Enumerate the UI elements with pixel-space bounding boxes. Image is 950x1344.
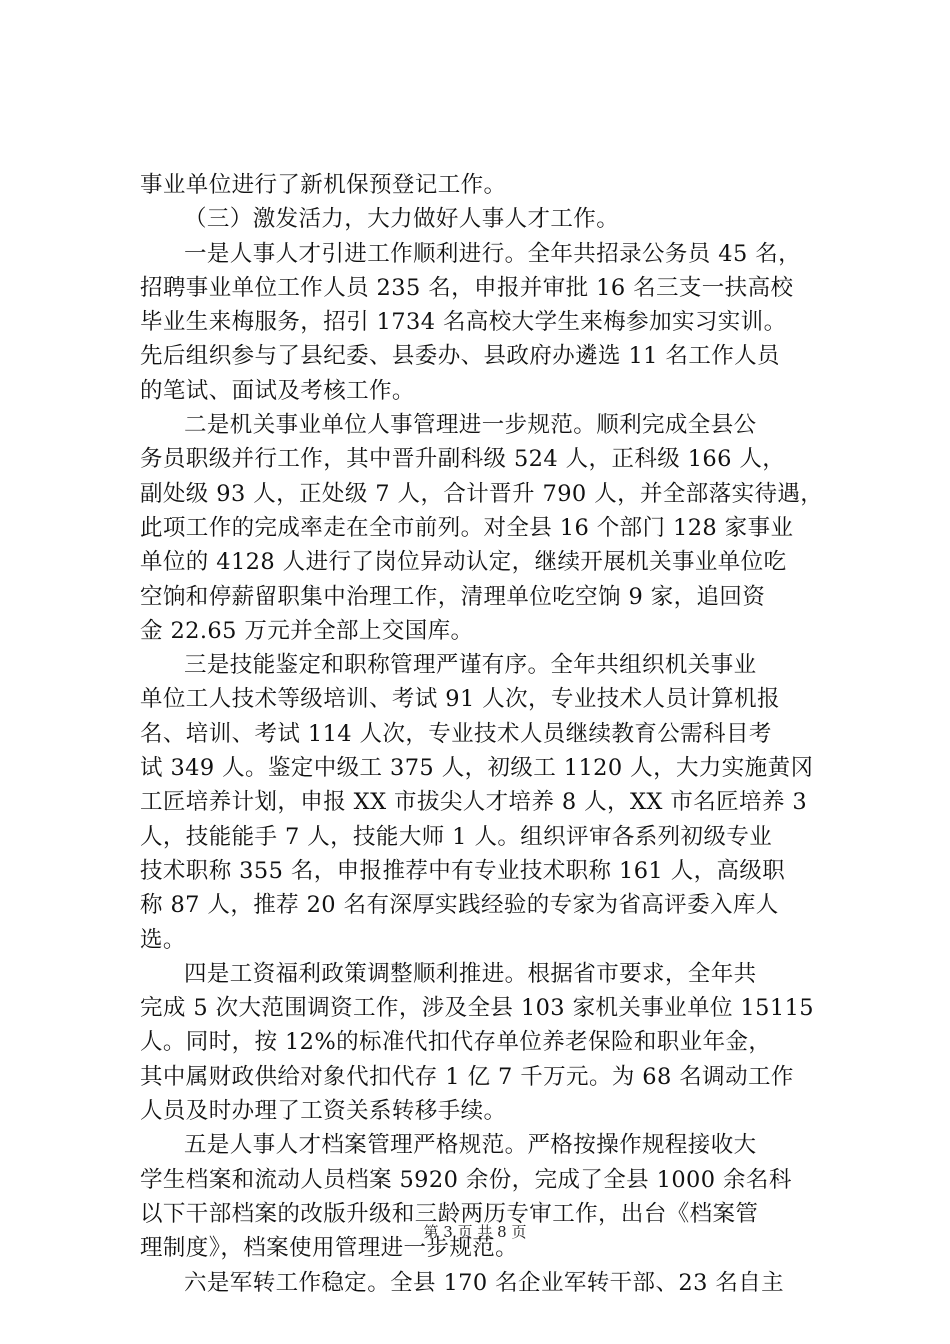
body-line: 选。 xyxy=(140,926,186,953)
body-line: （三）激发活力，大力做好人事人才工作。 xyxy=(184,206,620,233)
body-line: 理制度》，档案使用管理进一步规范。 xyxy=(140,1235,519,1262)
body-line: 四是工资福利政策调整顺利推进。根据省市要求，全年共 xyxy=(184,960,757,987)
body-line: 其中属财政供给对象代扣代存 1 亿 7 千万元。为 68 名调动工作 xyxy=(140,1063,794,1090)
body-line: 称 87 人，推荐 20 名有深厚实践经验的专家为省高评委入库人 xyxy=(140,892,779,919)
page-footer: 第 3 页 共 8 页 xyxy=(423,1223,527,1241)
body-line: 技术职称 355 名，申报推荐中有专业技术职称 161 人，高级职 xyxy=(140,857,786,884)
body-line: 招聘事业单位工作人员 235 名，申报并审批 16 名三支一扶高校 xyxy=(140,274,794,301)
body-line: 试 349 人。鉴定中级工 375 人，初级工 1120 人，大力实施黄冈 xyxy=(140,755,814,782)
body-line: 工匠培养计划，申报 XX 市拔尖人才培养 8 人，XX 市名匠培养 3 xyxy=(140,789,808,816)
body-line: 此项工作的完成率走在全市前列。对全县 16 个部门 128 家事业 xyxy=(140,514,794,541)
body-line: 一是人事人才引进工作顺利进行。全年共招录公务员 45 名， xyxy=(184,240,802,267)
body-line: 六是军转工作稳定。全县 170 名企业军转干部、23 名自主 xyxy=(184,1269,785,1296)
body-line: 人员及时办理了工资关系转移手续。 xyxy=(140,1098,507,1125)
body-line: 五是人事人才档案管理严格规范。严格按操作规程接收大 xyxy=(184,1132,757,1159)
body-line: 金 22.65 万元并全部上交国库。 xyxy=(140,617,474,644)
body-line: 完成 5 次大范围调资工作，涉及全县 103 家机关事业单位 15115 xyxy=(140,995,814,1022)
document-body xyxy=(140,168,840,1300)
body-line: 名、培训、考试 114 人次，专业技术人员继续教育公需科目考 xyxy=(140,720,772,747)
body-line: 务员职级并行工作，其中晋升副科级 524 人，正科级 166 人， xyxy=(140,446,786,473)
body-line: 单位工人技术等级培训、考试 91 人次，专业技术人员计算机报 xyxy=(140,686,780,713)
body-line: 三是技能鉴定和职称管理严谨有序。全年共组织机关事业 xyxy=(184,652,757,679)
body-line: 人。同时，按 12%的标准代扣代存单位养老保险和职业年金， xyxy=(140,1029,772,1056)
body-line: 空饷和停薪留职集中治理工作，清理单位吃空饷 9 家，追回资 xyxy=(140,583,766,610)
body-line: 以下干部档案的改版升级和三龄两历专审工作，出台《档案管 xyxy=(140,1200,759,1227)
body-line: 二是机关事业单位人事管理进一步规范。顺利完成全县公 xyxy=(184,412,757,439)
body-line: 人，技能能手 7 人，技能大师 1 人。组织评审各系列初级专业 xyxy=(140,823,773,850)
body-line: 单位的 4128 人进行了岗位异动认定，继续开展机关事业单位吃 xyxy=(140,549,787,576)
body-line: 先后组织参与了县纪委、县委办、县政府办遴选 11 名工作人员 xyxy=(140,343,780,370)
body-line: 毕业生来梅服务，招引 1734 名高校大学生来梅参加实习实训。 xyxy=(140,309,787,336)
body-line: 副处级 93 人，正处级 7 人，合计晋升 790 人，并全部落实待遇， xyxy=(140,480,824,507)
body-line: 事业单位进行了新机保预登记工作。 xyxy=(140,172,507,198)
body-line: 学生档案和流动人员档案 5920 余份，完成了全县 1000 余名科 xyxy=(140,1166,792,1193)
body-line: 的笔试、面试及考核工作。 xyxy=(140,377,415,404)
